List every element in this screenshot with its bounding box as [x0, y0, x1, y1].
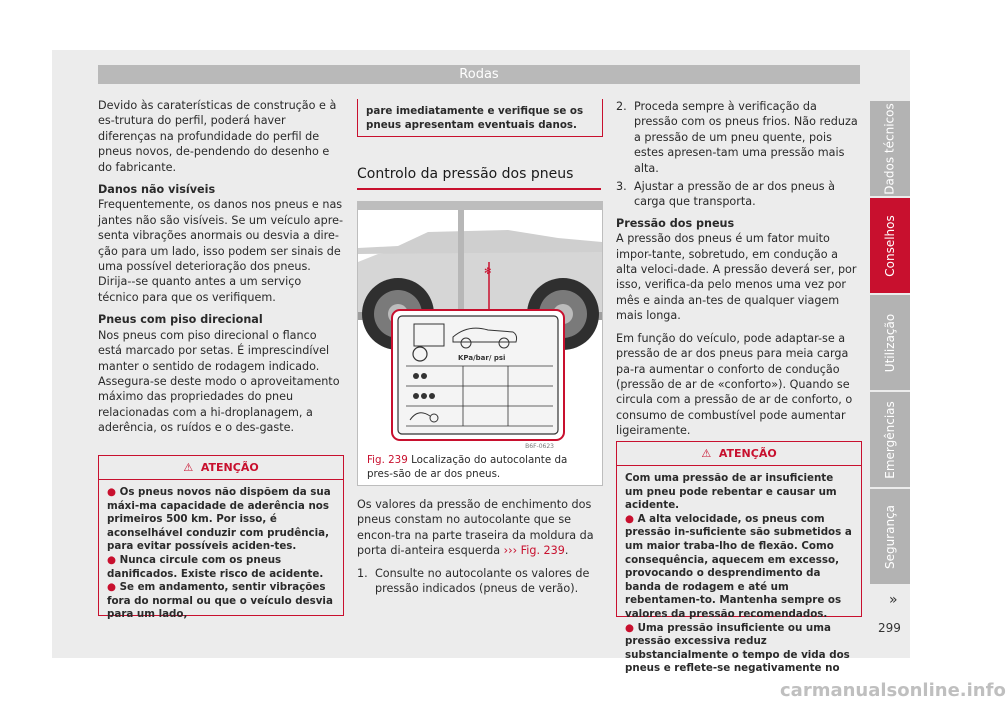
column-2-body	[357, 497, 601, 602]
warning-box-continued	[357, 99, 603, 137]
warning-triangle-icon: ⚠	[701, 447, 712, 460]
paragraph-hidden-damage: Frequentemente, os danos nos pneus e nas jantes não são visíveis. Se um veículo apre-senta vibrações anormais ou desvia a dire-ção para um lado, isso podem ser sinais de uma possível deterioração dos pneus. Dirija--se quanto antes a um serviço técnico para que os verifiquem.	[98, 198, 344, 304]
figure-number: Fig. 239	[367, 454, 408, 466]
figure-239	[357, 201, 603, 486]
warning-intro: Com uma pressão de ar insuficiente um pneu pode rebentar e causar um acidente.	[625, 472, 837, 512]
warning-header	[99, 456, 343, 480]
warning-item: ● Uma pressão insuficiente ou uma pressão excessiva reduz substancialmente o tempo de vida dos pneus e reflete-se negativamente no	[625, 621, 850, 675]
bullet-icon: ●	[625, 512, 634, 525]
bullet-icon: ●	[107, 486, 116, 498]
tab-dados-tecnicos[interactable]: Dados técnicos	[870, 101, 910, 196]
column-1	[98, 98, 344, 443]
watermark: carmanualsonline.info	[780, 680, 1006, 701]
warning-triangle-icon: ⚠	[183, 461, 194, 474]
paragraph-directional-tyres: Nos pneus com piso direcional o flanco está marcado por setas. É imprescindível manter o sentido de rodagem indicado. Assegura-se deste modo o aproveitamento máximo das propriedades do pneu relacionadas com a hi-droplanagem, a aderência, os ruídos e o des-gaste.	[98, 328, 340, 435]
bullet-icon: ●	[625, 621, 634, 634]
section-title: Controlo da pressão dos pneus	[357, 166, 601, 190]
warning-continued-text: pare imediatamente e verifique se os pneus apresentam eventuais danos.	[366, 105, 584, 131]
warning-item: ● Se em andamento, sentir vibrações fora do normal ou que o veículo desvia para um lado,	[107, 581, 333, 621]
page-number: 299	[878, 621, 901, 635]
steps-list	[616, 99, 862, 210]
column-3	[616, 99, 862, 446]
intro-paragraph: Devido às caraterísticas de construção e à es-trutura do perfil, poderá haver diferenças na profundidade do perfil de pneus novos, de-pendendo do desenho e do fabricante.	[98, 99, 337, 174]
continue-arrow-icon: »	[889, 592, 898, 608]
bullet-icon: ●	[107, 553, 116, 566]
warning-item: ● A alta velocidade, os pneus com pressão in-suficiente são submetidos a um maior traba-lho de flexão. Como consequência, aquecem em excesso, provocando o desprendimento da banda de rodagem e até um rebentamen-to. Mantenha sempre os valores da pressão recomendados.	[625, 512, 852, 620]
tab-emergencias[interactable]: Emergências	[870, 392, 910, 487]
list-item: 1. Consulte no autocolante os valores de pressão indicados (pneus de verão).	[357, 566, 590, 596]
list-item: 3. Ajustar a pressão de ar dos pneus à carga que transporta.	[616, 180, 836, 209]
warning-title: ATENÇÃO	[718, 447, 777, 460]
heading-directional-tyres: Pneus com piso direcional	[98, 313, 263, 327]
heading-hidden-damage: Danos não visíveis	[98, 183, 216, 197]
tab-utilizacao[interactable]: Utilização	[870, 295, 910, 390]
list-item: 2. Proceda sempre à verificação da pressão com os pneus frios. Não reduza a pressão de um pneu quente, pois estes apresen-tam uma pressão mais alta.	[616, 100, 858, 175]
heading-tyre-pressure: Pressão dos pneus	[616, 216, 735, 230]
tab-conselhos[interactable]: Conselhos	[870, 198, 910, 293]
figure-reference-link[interactable]: ››› Fig. 239	[503, 544, 565, 558]
figure-caption	[367, 454, 593, 481]
paragraph-sticker-location: Os valores da pressão de enchimento dos pneus constam no autocolante que se encon-tra na parte traseira da moldura da porta di-anteira esquerda ››› Fig. 239.	[357, 498, 594, 558]
paragraph-comfort-pressure: Em função do veículo, pode adaptar-se a pressão de ar dos pneus para meia carga pa-ra aumentar o conforto de condução (pressão de ar de «conforto»). Quando se circula com a pressão de ar de conforto, o consumo de combustível pode aumentar ligeiramente.	[616, 331, 853, 438]
svg-text:✻: ✻	[484, 267, 492, 277]
warning-item: ● Nunca circule com os pneus danificados. Existe risco de acidente.	[107, 553, 324, 580]
warning-box-2	[616, 441, 862, 675]
steps-list	[357, 566, 601, 597]
warning-header	[617, 442, 861, 466]
figure-code: B6F-0623	[525, 443, 554, 450]
sticker-units-label: KPa/bar/ psi	[458, 354, 506, 362]
warning-box-1	[98, 455, 344, 621]
bullet-icon: ●	[107, 581, 116, 594]
figure-caption-text: Localização do autocolante da pres-são de ar dos pneus.	[367, 454, 568, 480]
paragraph-tyre-pressure: A pressão dos pneus é um fator muito impor-tante, sobretudo, em condução a alta veloci-dade. A pressão deverá ser, por isso, verifica-da pelo menos uma vez por mês e ainda an-tes de qualquer viagem mais longa.	[616, 232, 857, 323]
warning-title: ATENÇÃO	[200, 461, 259, 474]
warning-item: ● Os pneus novos não dispõem da sua máxi-ma capacidade de aderência nos primeiros 500 km. Por isso, é aconselhável conduzir com prudência, para evitar possíveis aciden-tes.	[107, 486, 331, 553]
page-header: Rodas	[98, 65, 860, 84]
tyre-pressure-sticker-illustration	[358, 202, 602, 452]
tab-seguranca[interactable]: Segurança	[870, 489, 910, 584]
